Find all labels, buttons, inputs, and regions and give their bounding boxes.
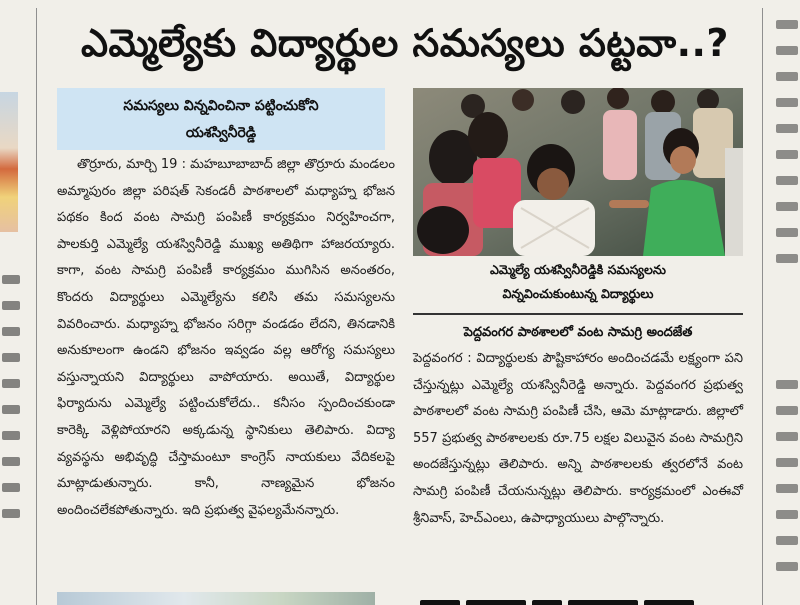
photo-caption <box>413 258 743 310</box>
next-article-photo <box>57 592 375 605</box>
left-neighbor-column <box>0 0 30 605</box>
article-photo <box>413 88 743 256</box>
subheading-line-1: సమస్యలు విన్నవించినా పట్టించుకోని <box>123 98 319 114</box>
left-neighbor-text <box>2 275 20 535</box>
caption-divider <box>413 313 743 315</box>
sub-story-heading: పెద్దవంగర పాఠశాలలో వంట సామగ్రి అందజేత <box>463 325 693 340</box>
left-neighbor-photo <box>0 92 18 232</box>
article-body-left: తొర్రూరు, మార్చి 19 : మహబూబాబాద్ జిల్లా తొర్రూరు మండలం అమ్మాపురం జిల్లా పరిషత్ సెకండరీ పాఠశాలలో మధ్యాహ్న భోజన పథకం కింద వంట సామగ్రి పంపిణీ కార్యక్రమం నిర్వహించగా, పాలకుర్తి ఎమ్మెల్యే యశస్వినీరెడ్డి ముఖ్య అతిథిగా హాజరయ్యారు. కాగా, వంట సామగ్రి పంపిణీ కార్యక్రమం ముగిసిన అనంతరం, కొందరు విద్యార్థులు ఎమ్మెల్యేను కలిసి తమ సమస్యలను వివరించారు. మధ్యాహ్న భోజనం సరిగ్గా వండడం లేదని, తినడానికి అనుకూలంగా ఉండని భోజనం ఇవ్వడం వల్ల ఆరోగ్య సమస్యలు వస్తున్నాయని విద్యార్థులు వాపోయారు. అయితే, విద్యార్థుల ఫిర్యాదును ఎమ్మెల్యే పట్టించుకోలేదు.. కనీసం స్పందించకుండా కారెక్కి వెళ్లిపోయారని అక్కడున్న స్థానికులు తెలిపారు. విద్యా వ్యవస్థను అభివృద్ధి చేస్తామంటూ కాంగ్రెస్ నాయకులు వేదికలపై మాట్లాడుతున్నారు. కానీ, నాణ్యమైన భోజనం అందించలేకపోతున్నారు. ఇది ప్రభుత్వ వైఫల్యమేనన్నారు. <box>57 157 395 518</box>
right-neighbor-text-top <box>776 20 798 280</box>
photo-caption-line-2: విన్నవించుకుంటున్న విద్యార్థులు <box>502 286 654 301</box>
article-subheading <box>57 88 385 150</box>
column-divider-left <box>36 8 37 605</box>
right-neighbor-text-bottom <box>776 380 798 588</box>
next-article-headline <box>420 595 740 605</box>
photo-caption-line-1: ఎమ్మెల్యే యశస్వినీరెడ్డికి సమస్యలను <box>490 262 666 277</box>
sub-story-body: పెద్దవంగర : విద్యార్థులకు పౌష్టికాహారం అందించడమే లక్ష్యంగా పని చేస్తున్నట్లు ఎమ్మెల్యే యశస్వినీరెడ్డి అన్నారు. పెద్దవంగర ప్రభుత్వ పాఠశాలలో వంట సామగ్రి పంపిణీ చేసి, ఆమె మాట్లాడారు. జిల్లాలో 557 ప్రభుత్వ పాఠశాలలకు రూ.75 లక్షల విలువైన వంట సామగ్రిని అందజేస్తున్నట్లు తెలిపారు. అన్ని పాఠశాలలకు త్వరలోనే వంట సామగ్రి పంపిణీ చేయనున్నట్లు తెలిపారు. కార్యక్రమంలో ఎంఈవో శ్రీనివాస్, హెచ్ఎంలు, ఉపాధ్యాయులు పాల్గొన్నారు. <box>413 351 743 526</box>
article-headline: ఎమ్మెల్యేకు విద్యార్థుల సమస్యలు పట్టవా..? <box>81 21 729 65</box>
right-neighbor-column <box>762 0 800 605</box>
subheading-line-2: యశస్వినీరెడ్డి <box>185 125 257 141</box>
